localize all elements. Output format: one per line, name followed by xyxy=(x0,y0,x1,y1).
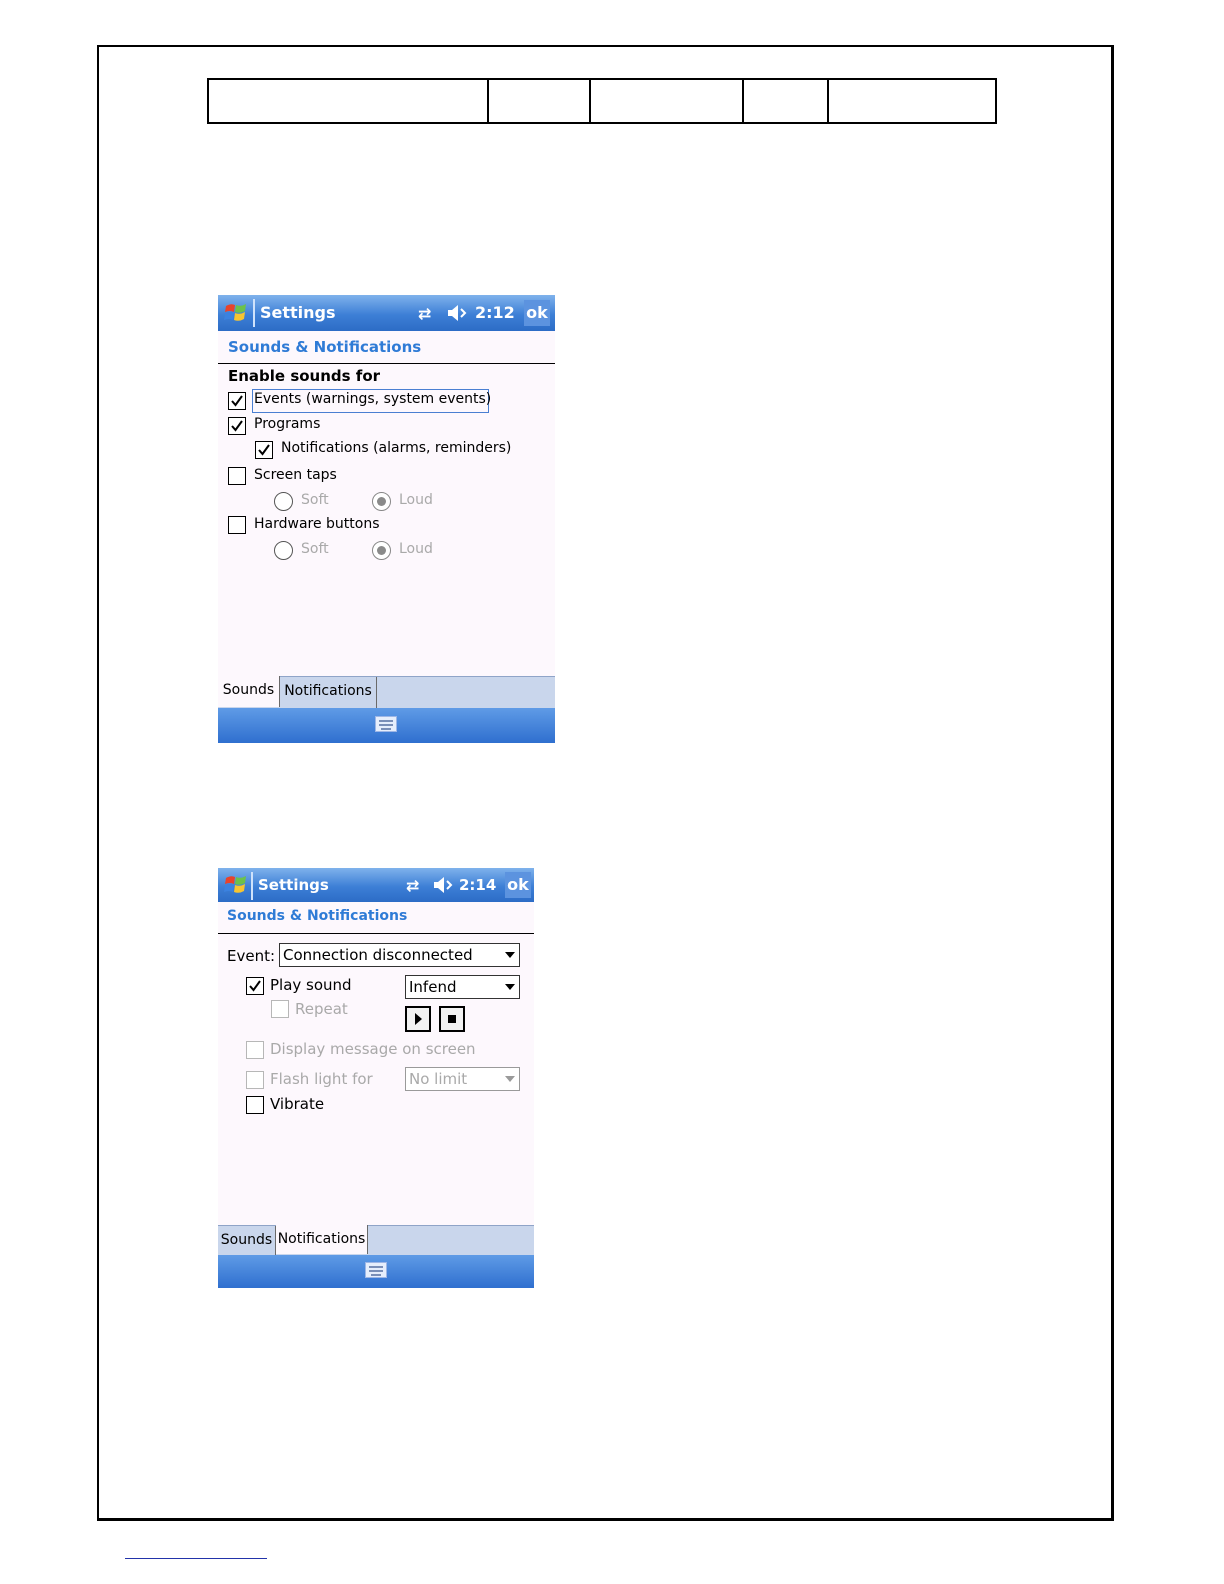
hardware-loud-label[interactable]: Loud xyxy=(399,541,433,557)
event-dropdown[interactable] xyxy=(279,943,520,967)
chevron-down-icon xyxy=(505,952,515,958)
hardware-buttons-checkbox[interactable] xyxy=(228,516,246,534)
subtitle-divider xyxy=(218,933,534,934)
title-bar xyxy=(218,295,555,331)
play-button[interactable] xyxy=(405,1006,431,1032)
event-dropdown-value: Connection disconnected xyxy=(283,946,473,964)
chevron-down-icon xyxy=(505,984,515,990)
section-heading: Enable sounds for xyxy=(228,367,381,385)
windows-start-icon[interactable] xyxy=(223,300,249,326)
clock[interactable]: 2:14 xyxy=(459,876,497,894)
stop-icon xyxy=(441,1008,463,1030)
sound-dropdown[interactable] xyxy=(405,975,520,999)
programs-label[interactable]: Programs xyxy=(254,416,321,432)
ok-button[interactable]: ok xyxy=(505,872,531,898)
repeat-checkbox[interactable] xyxy=(271,1000,289,1018)
menu-bar xyxy=(218,708,555,743)
app-title: Settings xyxy=(258,876,329,894)
hardware-loud-radio[interactable] xyxy=(372,541,391,560)
screenshot-sounds xyxy=(218,295,555,743)
flash-duration-value: No limit xyxy=(409,1070,468,1088)
repeat-label[interactable]: Repeat xyxy=(295,1000,348,1018)
ok-button[interactable]: ok xyxy=(524,300,550,326)
play-sound-checkbox[interactable] xyxy=(246,977,264,995)
tab-notifications[interactable]: Notifications xyxy=(280,677,377,708)
windows-start-icon[interactable] xyxy=(223,872,249,898)
screen-taps-label[interactable]: Screen taps xyxy=(254,467,337,483)
sound-dropdown-value: Infend xyxy=(409,978,457,996)
stop-button[interactable] xyxy=(439,1006,465,1032)
display-message-checkbox[interactable] xyxy=(246,1041,264,1059)
vibrate-label[interactable]: Vibrate xyxy=(270,1095,325,1113)
speaker-muted-icon[interactable] xyxy=(446,303,470,323)
chevron-down-icon xyxy=(505,1076,515,1082)
check-icon xyxy=(257,443,271,457)
flash-light-checkbox[interactable] xyxy=(246,1071,264,1089)
header-cell xyxy=(488,79,590,123)
tab-sounds[interactable]: Sounds xyxy=(218,676,280,707)
screen-taps-soft-label[interactable]: Soft xyxy=(301,492,329,508)
header-cell xyxy=(828,79,996,123)
app-title: Settings xyxy=(260,303,336,322)
page-subtitle: Sounds & Notifications xyxy=(227,908,408,924)
clock[interactable]: 2:12 xyxy=(475,303,515,322)
keyboard-icon[interactable] xyxy=(365,1262,387,1278)
screen-taps-loud-radio[interactable] xyxy=(372,492,391,511)
header-table xyxy=(207,78,997,124)
screenshot-notifications xyxy=(218,868,534,1288)
tab-strip xyxy=(218,676,555,708)
title-separator xyxy=(253,299,255,327)
display-message-label[interactable]: Display message on screen xyxy=(270,1040,476,1058)
hardware-buttons-label[interactable]: Hardware buttons xyxy=(254,516,380,532)
programs-checkbox[interactable] xyxy=(228,417,246,435)
speaker-muted-icon[interactable] xyxy=(432,875,456,895)
events-label[interactable]: Events (warnings, system events) xyxy=(254,391,492,407)
header-cell xyxy=(743,79,828,123)
footer-link-underline xyxy=(125,1558,267,1559)
screen-taps-loud-label[interactable]: Loud xyxy=(399,492,433,508)
subtitle-divider xyxy=(218,363,555,364)
hardware-soft-label[interactable]: Soft xyxy=(301,541,329,557)
title-separator xyxy=(251,872,253,900)
keyboard-icon[interactable] xyxy=(375,716,397,732)
flash-light-label[interactable]: Flash light for xyxy=(270,1070,373,1088)
hardware-soft-radio[interactable] xyxy=(274,541,293,560)
flash-duration-dropdown[interactable] xyxy=(405,1067,520,1091)
check-icon xyxy=(230,394,244,408)
check-icon xyxy=(248,979,262,993)
page-frame xyxy=(97,45,1114,1521)
tab-notifications[interactable]: Notifications xyxy=(276,1225,368,1254)
connectivity-icon[interactable]: ⇄ xyxy=(406,876,420,895)
screen-taps-checkbox[interactable] xyxy=(228,467,246,485)
event-label: Event: xyxy=(227,947,276,965)
notifications-checkbox[interactable] xyxy=(255,441,273,459)
connectivity-icon[interactable]: ⇄ xyxy=(418,304,432,323)
screen-taps-soft-radio[interactable] xyxy=(274,492,293,511)
title-bar xyxy=(218,868,534,902)
notifications-label[interactable]: Notifications (alarms, reminders) xyxy=(281,440,512,456)
vibrate-checkbox[interactable] xyxy=(246,1096,264,1114)
tab-strip xyxy=(218,1225,534,1255)
tab-sounds[interactable]: Sounds xyxy=(218,1226,276,1255)
header-cell xyxy=(590,79,743,123)
events-checkbox[interactable] xyxy=(228,392,246,410)
play-sound-label[interactable]: Play sound xyxy=(270,976,352,994)
check-icon xyxy=(230,419,244,433)
header-cell xyxy=(208,79,488,123)
menu-bar xyxy=(218,1255,534,1288)
play-icon xyxy=(407,1008,429,1030)
page-subtitle: Sounds & Notifications xyxy=(228,338,422,356)
